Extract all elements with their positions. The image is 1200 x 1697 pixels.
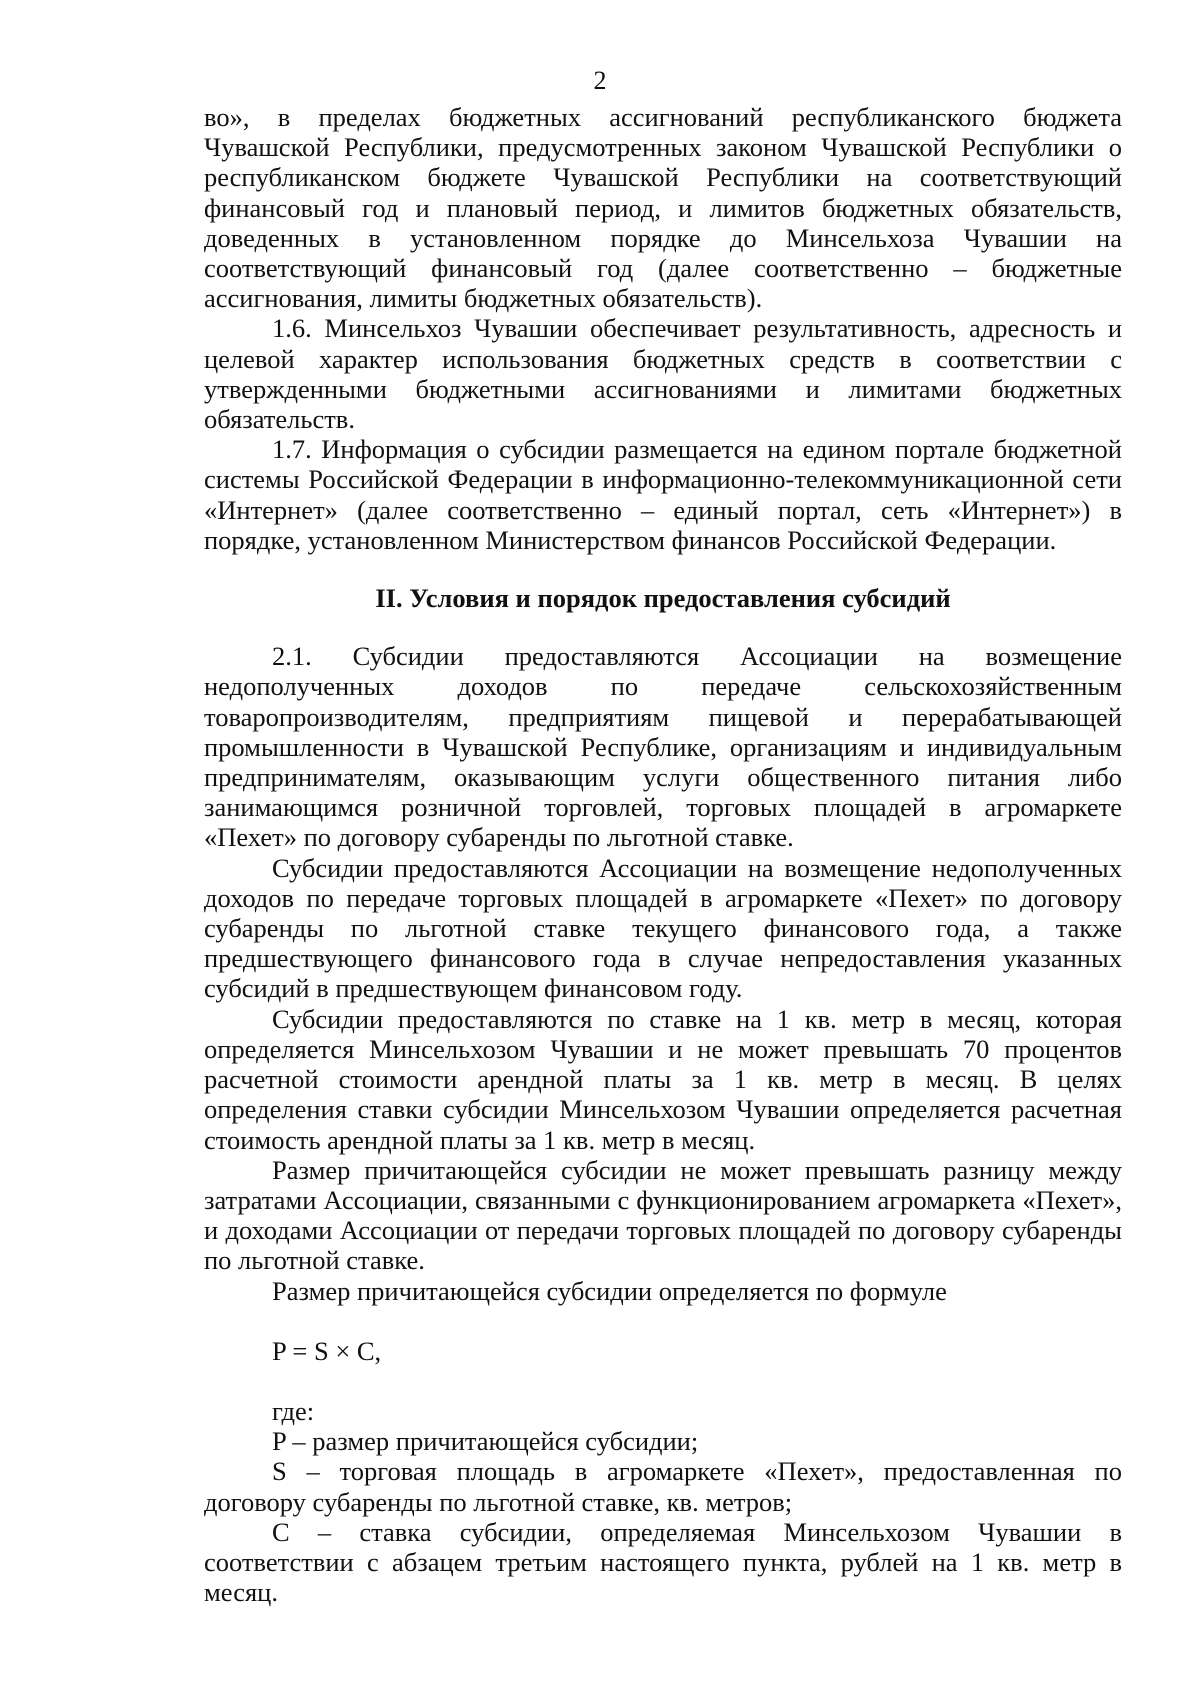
formula-where-label: где: [272, 1395, 315, 1426]
paragraph-1-5-continuation: во», в пределах бюджетных ассигнований республиканского бюджета Чувашской Республики, предусмотренных законом Чувашской Республики о республиканском бюджете Чувашской Республики на соответствующий финансовый год и плановый период, и лимитов бюджетных обязательств, доведенных в установленном порядке до Минсельхоза Чувашии на соответствующий финансовый год (далее соответственно – бюджетные ассигнования, лимиты бюджетных обязательств). [204, 102, 1122, 314]
definition-s: S – торговая площадь в агромаркете «Пехет», предоставленная по договору субаренды по льготной ставке, кв. метров; [204, 1456, 1122, 1517]
page-number: 2 [593, 66, 607, 95]
paragraph-1-6: 1.6. Минсельхоз Чувашии обеспечивает результативность, адресность и целевой характер использования бюджетных средств в соответствии с утвержденными бюджетными ассигнованиями и лимитами бюджетных обязательств. [204, 313, 1122, 435]
paragraph-2-1: 2.1. Субсидии предоставляются Ассоциации на возмещение недополученных доходов по передаче сельскохозяйственным товаропроизводителям, предприятиям пищевой и перерабатывающей промышленности в Чувашской Республике, организациям и индивидуальным предпринимателям, оказывающим услуги общественного питания либо занимающимся розничной торговлей, торговых площадей в агромаркете «Пехет» по договору субаренды по льготной ставке. [204, 641, 1122, 853]
section-2-heading: II. Условия и порядок предоставления субсидий [375, 583, 951, 614]
paragraph-2-1-fourth: Размер причитающейся субсидии не может превышать разницу между затратами Ассоциации, связанными с функционированием агромаркета «Пехет», и доходами Ассоциации от передачи торговых площадей по договору субаренды по льготной ставке. [204, 1154, 1122, 1276]
definition-c: C – ставка субсидии, определяемая Минсельхозом Чувашии в соответствии с абзацем третьим настоящего пункта, рублей на 1 кв. метр в месяц. [204, 1516, 1122, 1608]
paragraph-1-7: 1.7. Информация о субсидии размещается на едином портале бюджетной системы Российской Федерации в информационно-телекоммуникационной сети «Интернет» (далее соответственно – единый портал, сеть «Интернет») в порядке, установленном Министерством финансов Российской Федерации. [204, 434, 1122, 555]
paragraph-2-1-fifth: Размер причитающейся субсидии определяется по формуле [272, 1275, 947, 1306]
paragraph-2-1-third: Субсидии предоставляются по ставке на 1 кв. метр в месяц, которая определяется Минсельхозом Чувашии и не может превышать 70 процентов расчетной стоимости арендной платы за 1 кв. метр в месяц. В целях определения ставки субсидии Минсельхозом Чувашии определяется расчетная стоимость арендной платы за 1 кв. метр в месяц. [204, 1003, 1122, 1155]
paragraph-2-1-second: Субсидии предоставляются Ассоциации на возмещение недополученных доходов по передаче торговых площадей в агромаркете «Пехет» по договору субаренды по льготной ставке текущего финансового года, а также предшествующего финансового года в случае непредоставления указанных субсидий в предшествующем финансовом году. [204, 852, 1122, 1004]
document-body [204, 102, 1122, 1607]
definition-p: P – размер причитающейся субсидии; [272, 1426, 699, 1457]
subsidy-formula: P = S × C, [272, 1335, 382, 1366]
